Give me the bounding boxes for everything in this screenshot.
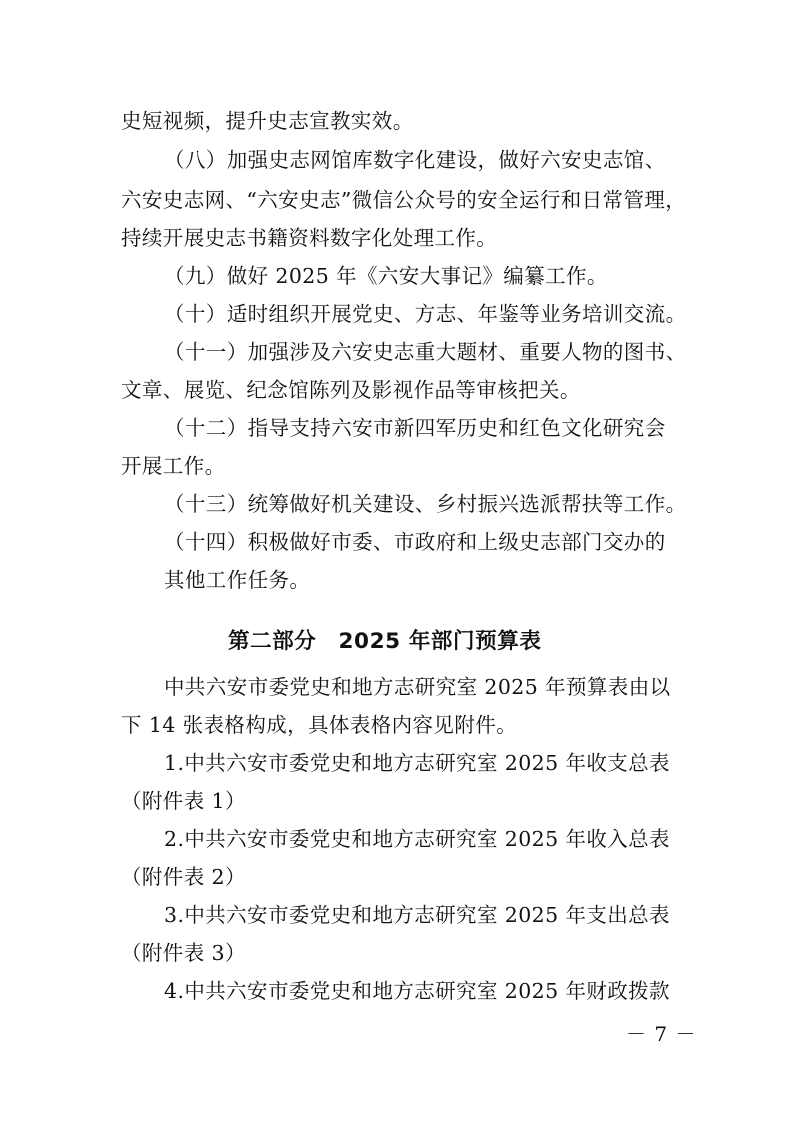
work-item-8-line-2: 六安史志网、“六安史志”微信公众号的安全运行和日常管理， (121, 188, 687, 212)
work-item-13: （十三）统筹做好机关建设、乡村振兴选派帮扶等工作。 (164, 492, 687, 516)
table-list-item-2-line-1: 2.中共六安市委党史和地方志研究室 2025 年收入总表 (164, 827, 670, 851)
section-heading: 第二部分 2025 年部门预算表 (228, 629, 542, 654)
work-item-8-line-1: （八）加强史志网馆库数字化建设，做好六安史志馆、 (164, 148, 666, 172)
table-list-item-4-line-1: 4.中共六安市委党史和地方志研究室 2025 年财政拨款 (164, 979, 670, 1003)
work-item-14-line-1: （十四）积极做好市委、市政府和上级史志部门交办的 (164, 530, 666, 554)
work-item-9: （九）做好 2025 年《六安大事记》编纂工作。 (164, 264, 608, 288)
table-list-item-3-line-2: （附件表 3） (121, 941, 246, 965)
page-number: － 7 － (626, 1022, 697, 1046)
table-list-item-1-line-1: 1.中共六安市委党史和地方志研究室 2025 年收支总表 (164, 751, 670, 775)
work-item-11-line-1: （十一）加强涉及六安史志重大题材、重要人物的图书、 (164, 340, 687, 364)
work-item-11-line-2: 文章、展览、纪念馆陈列及影视作品等审核把关。 (121, 378, 581, 402)
work-item-12-line-1: （十二）指导支持六安市新四军历史和红色文化研究会 (164, 416, 666, 440)
table-list-item-1-line-2: （附件表 1） (121, 789, 246, 813)
work-item-10: （十）适时组织开展党史、方志、年鉴等业务培训交流。 (164, 302, 687, 326)
intro-line-1: 中共六安市委党史和地方志研究室 2025 年预算表由以 (164, 675, 671, 699)
work-item-8-line-3: 持续开展史志书籍资料数字化处理工作。 (121, 226, 498, 250)
work-item-12-line-2: 开展工作。 (121, 454, 226, 478)
continued-paragraph-line: 史短视频，提升史志宣教实效。 (121, 109, 414, 133)
table-list-item-3-line-1: 3.中共六安市委党史和地方志研究室 2025 年支出总表 (164, 903, 670, 927)
table-list-item-2-line-2: （附件表 2） (121, 865, 246, 889)
intro-line-2: 下 14 张表格构成，具体表格内容见附件。 (121, 713, 518, 737)
work-item-14-line-2: 其他工作任务。 (164, 568, 311, 592)
